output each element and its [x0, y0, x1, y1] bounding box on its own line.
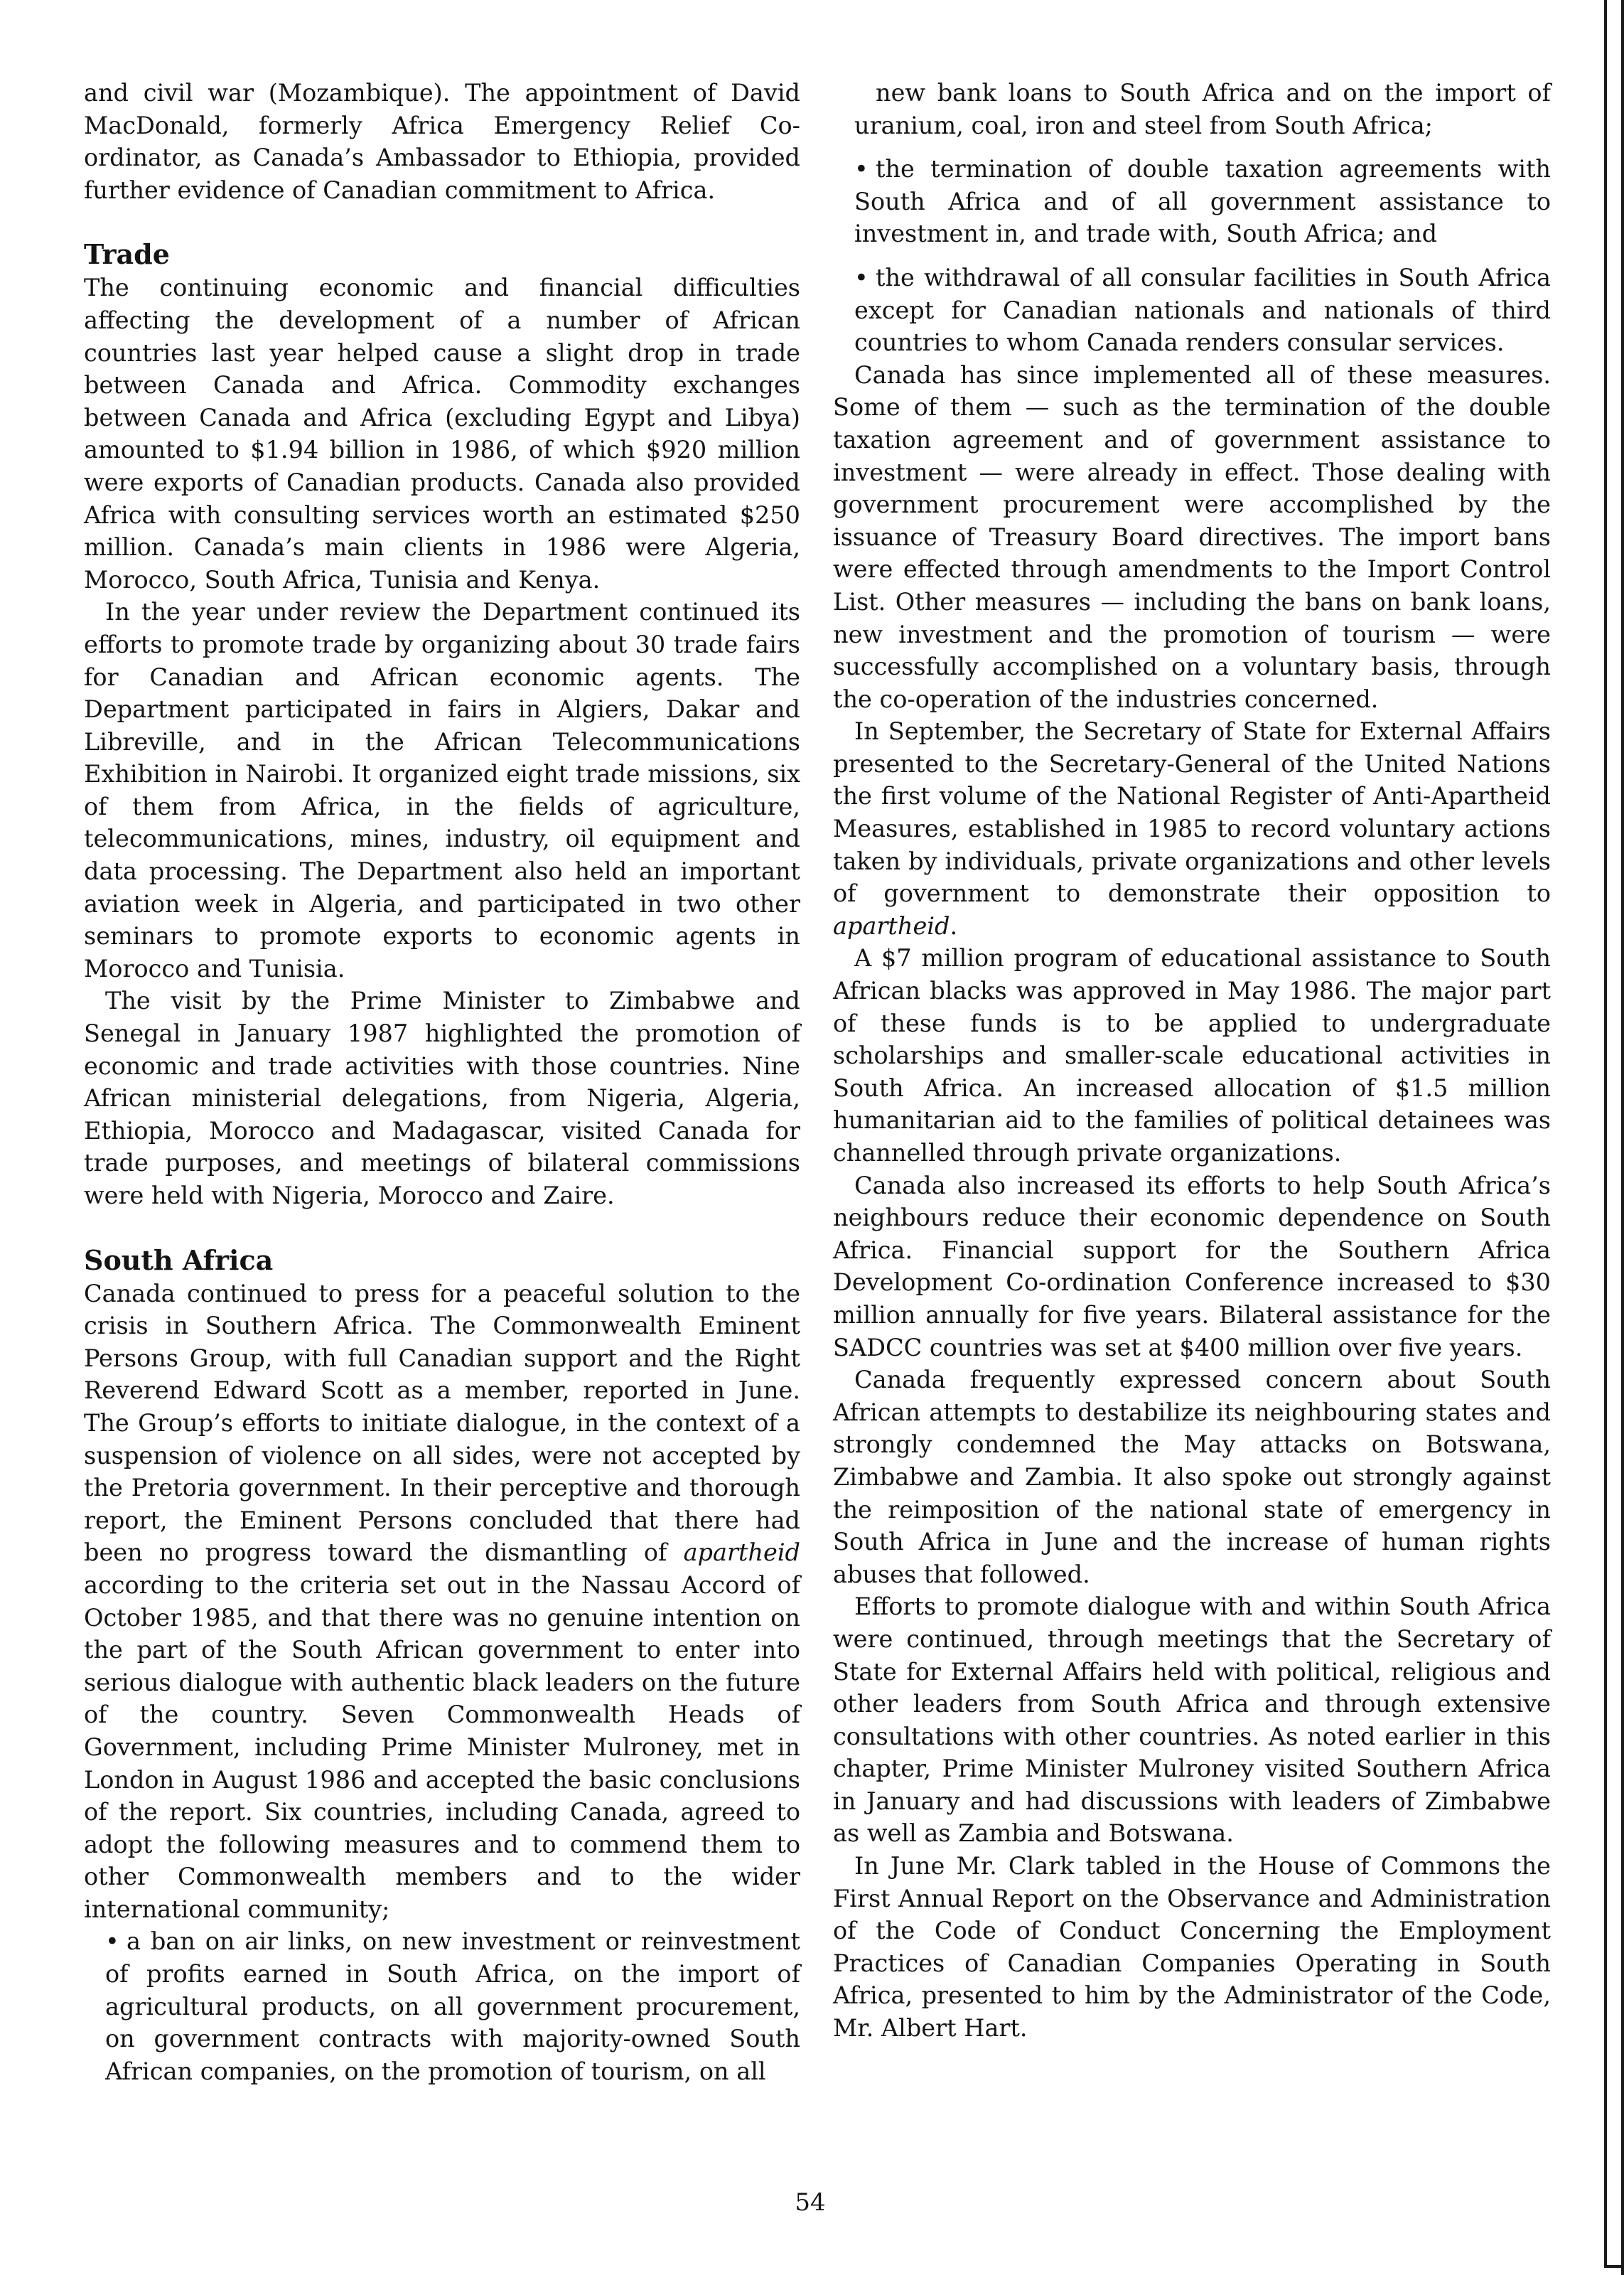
page-number: 54 [795, 2188, 826, 2217]
bullet-item-3 [833, 262, 1551, 359]
paragraph-national-register [833, 715, 1551, 942]
paragraph-south-africa-1 [84, 1278, 800, 1926]
text-run: . [950, 911, 958, 940]
spacer [833, 141, 1551, 153]
spacer [84, 206, 800, 237]
section-heading-trade: Trade [84, 238, 170, 271]
paragraph-trade-2: In the year under review the Department continued its efforts to promote trade by organizing about 30 trade fairs for Canadian and African economic agents. The Department participated in fairs in Algiers, Dakar and Libreville, and in the African Telecommunications Exhibition in Nairobi. It organized eight trade missions, six of them from Africa, in the fields of agriculture, telecommunications, mines, industry, oil equipment and data processing. The Department also held an important aviation week in Algeria, and participated in two other seminars to promote exports to economic agents in Morocco and Tunisia. [84, 598, 800, 983]
paragraph-intro: and civil war (Mozambique). The appointment of David MacDonald, formerly Africa Emergency Relief Co-ordinator, as Canada’s Ambassador to Ethiopia, provided further evidence of Canadian commitment to Africa. [84, 79, 800, 204]
italic-term: apartheid [833, 911, 950, 940]
bullet-item-2 [833, 153, 1551, 250]
right-column [833, 77, 1551, 2045]
paragraph-measures: Canada has since implemented all of these measures. Some of them — such as the termination of the double taxation agreement and of government assistance to investment — were already in effect. Those dealing with government procurement were accomplished by the issuance of Treasury Board directives. The import bans were effected through amendments to the Import Control List. Other measures — including the bans on bank loans, new investment and the promotion of tourism — were successfully accomplished on a voluntary basis, through the co-operation of the industries concerned. [833, 360, 1551, 713]
text-run: according to the criteria set out in the Nassau Accord of October 1985, and that there was no genuine intention on the part of the South African government to enter into serious dialogue with authentic black leaders on the future of the country. Seven Commonwealth Heads of Government, including Prime Minister Mulroney, met in London in August 1986 and accepted the basic conclusions of the report. Six countries, including Canada, agreed to adopt the following measures and to commend them to other Commonwealth members and to the wider international community; [84, 1570, 800, 1923]
bullet-dot: • [854, 263, 869, 291]
binding-edge [1603, 0, 1624, 2275]
bullet-dot: • [854, 155, 869, 183]
bullet-item-1 [84, 1925, 800, 2087]
paragraph-destabilize: Canada frequently expressed concern about South African attempts to destabilize its neighbouring states and strongly condemned the May attacks on Botswana, Zimbabwe and Zambia. It also spoke out strongly against the reimposition of the national state of emergency in South Africa in June and the increase of human rights abuses that followed. [833, 1366, 1551, 1588]
binding-line [1604, 2265, 1624, 2268]
bullet-text: a ban on air links, on new investment or reinvestment of profits earned in South Africa, on the import of agricultural products, on all government procurement, on government contracts with majority-owned South African companies, on the promotion of tourism, on all [105, 1927, 800, 2085]
bullet-text: new bank loans to South Africa and on the import of uranium, coal, iron and steel from South Africa; [854, 79, 1551, 139]
paragraph-educational-assistance: A $7 million program of educational assistance to South African blacks was approved in May 1986. The major part of these funds is to be applied to undergraduate scholarships and smaller-scale educational activities in South Africa. An increased allocation of $1.5 million humanitarian aid to the families of political detainees was channelled through private organizations. [833, 944, 1551, 1167]
text-run: Canada continued to press for a peaceful solution to the crisis in Southern Africa. The Commonwealth Eminent Persons Group, with full Canadian support and the Right Reverend Edward Scott as a member, reported in June. The Group’s efforts to initiate dialogue, in the context of a suspension of violence on all sides, were not accepted by the Pretoria government. In their perceptive and thorough report, the Eminent Persons concluded that there had been no progress toward the dismantling of [84, 1279, 800, 1567]
italic-term: apartheid [683, 1538, 800, 1567]
bullet-text: the withdrawal of all consular facilities in South Africa except for Canadian nationals and nationals of third countries to whom Canada renders consular services. [854, 263, 1551, 357]
text-run: In September, the Secretary of State for External Affairs presented to the Secretary-General of the United Nations the first volume of the National Register of Anti-Apartheid Measures, established in 1985 to record voluntary actions taken by individuals, private organizations and other levels of government to demonstrate their opposition to [833, 717, 1551, 908]
left-column [84, 77, 800, 2087]
paragraph-dialogue: Efforts to promote dialogue with and within South Africa were continued, through meetings that the Secretary of State for External Affairs held with political, religious and other leaders from South Africa and through extensive consultations with other countries. As noted earlier in this chapter, Prime Minister Mulroney visited Southern Africa in January and had discussions with leaders of Zimbabwe as well as Zambia and Botswana. [833, 1592, 1551, 1848]
paragraph-trade-1: The continuing economic and financial difficulties affecting the development of a number of African countries last year helped cause a slight drop in trade between Canada and Africa. Commodity exchanges between Canada and Africa (excluding Egypt and Libya) amounted to $1.94 billion in 1986, of which $920 million were exports of Canadian products. Canada also provided Africa with consulting services worth an estimated $250 million. Canada’s main clients in 1986 were Algeria, Morocco, South Africa, Tunisia and Kenya. [84, 274, 800, 594]
bullet-text: the termination of double taxation agreements with South Africa and of all government assistance to investment in, and trade with, South Africa; and [854, 155, 1551, 248]
spacer [84, 1212, 800, 1243]
bullet-item-1-continued [833, 77, 1551, 141]
spacer [833, 250, 1551, 262]
section-heading-south-africa: South Africa [84, 1243, 274, 1276]
bullet-dot: • [105, 1927, 119, 1956]
binding-line [1604, 0, 1607, 2268]
paragraph-neighbours: Canada also increased its efforts to help South Africa’s neighbours reduce their economic dependence on South Africa. Financial support for the Southern Africa Development Co-ordination Conference increased to $30 million annually for five years. Bilateral assistance for the SADCC countries was set at $400 million over five years. [833, 1171, 1551, 1361]
paragraph-trade-3: The visit by the Prime Minister to Zimbabwe and Senegal in January 1987 highlighted the promotion of economic and trade activities with those countries. Nine African ministerial delegations, from Nigeria, Algeria, Ethiopia, Morocco and Madagascar, visited Canada for trade purposes, and meetings of bilateral commissions were held with Nigeria, Morocco and Zaire. [84, 987, 800, 1209]
binding-line [1621, 0, 1624, 2275]
paragraph-code-of-conduct: In June Mr. Clark tabled in the House of Commons the First Annual Report on the Observance and Administration of the Code of Conduct Concerning the Employment Practices of Canadian Companies Operating in South Africa, presented to him by the Administrator of the Code, Mr. Albert Hart. [833, 1852, 1551, 2043]
